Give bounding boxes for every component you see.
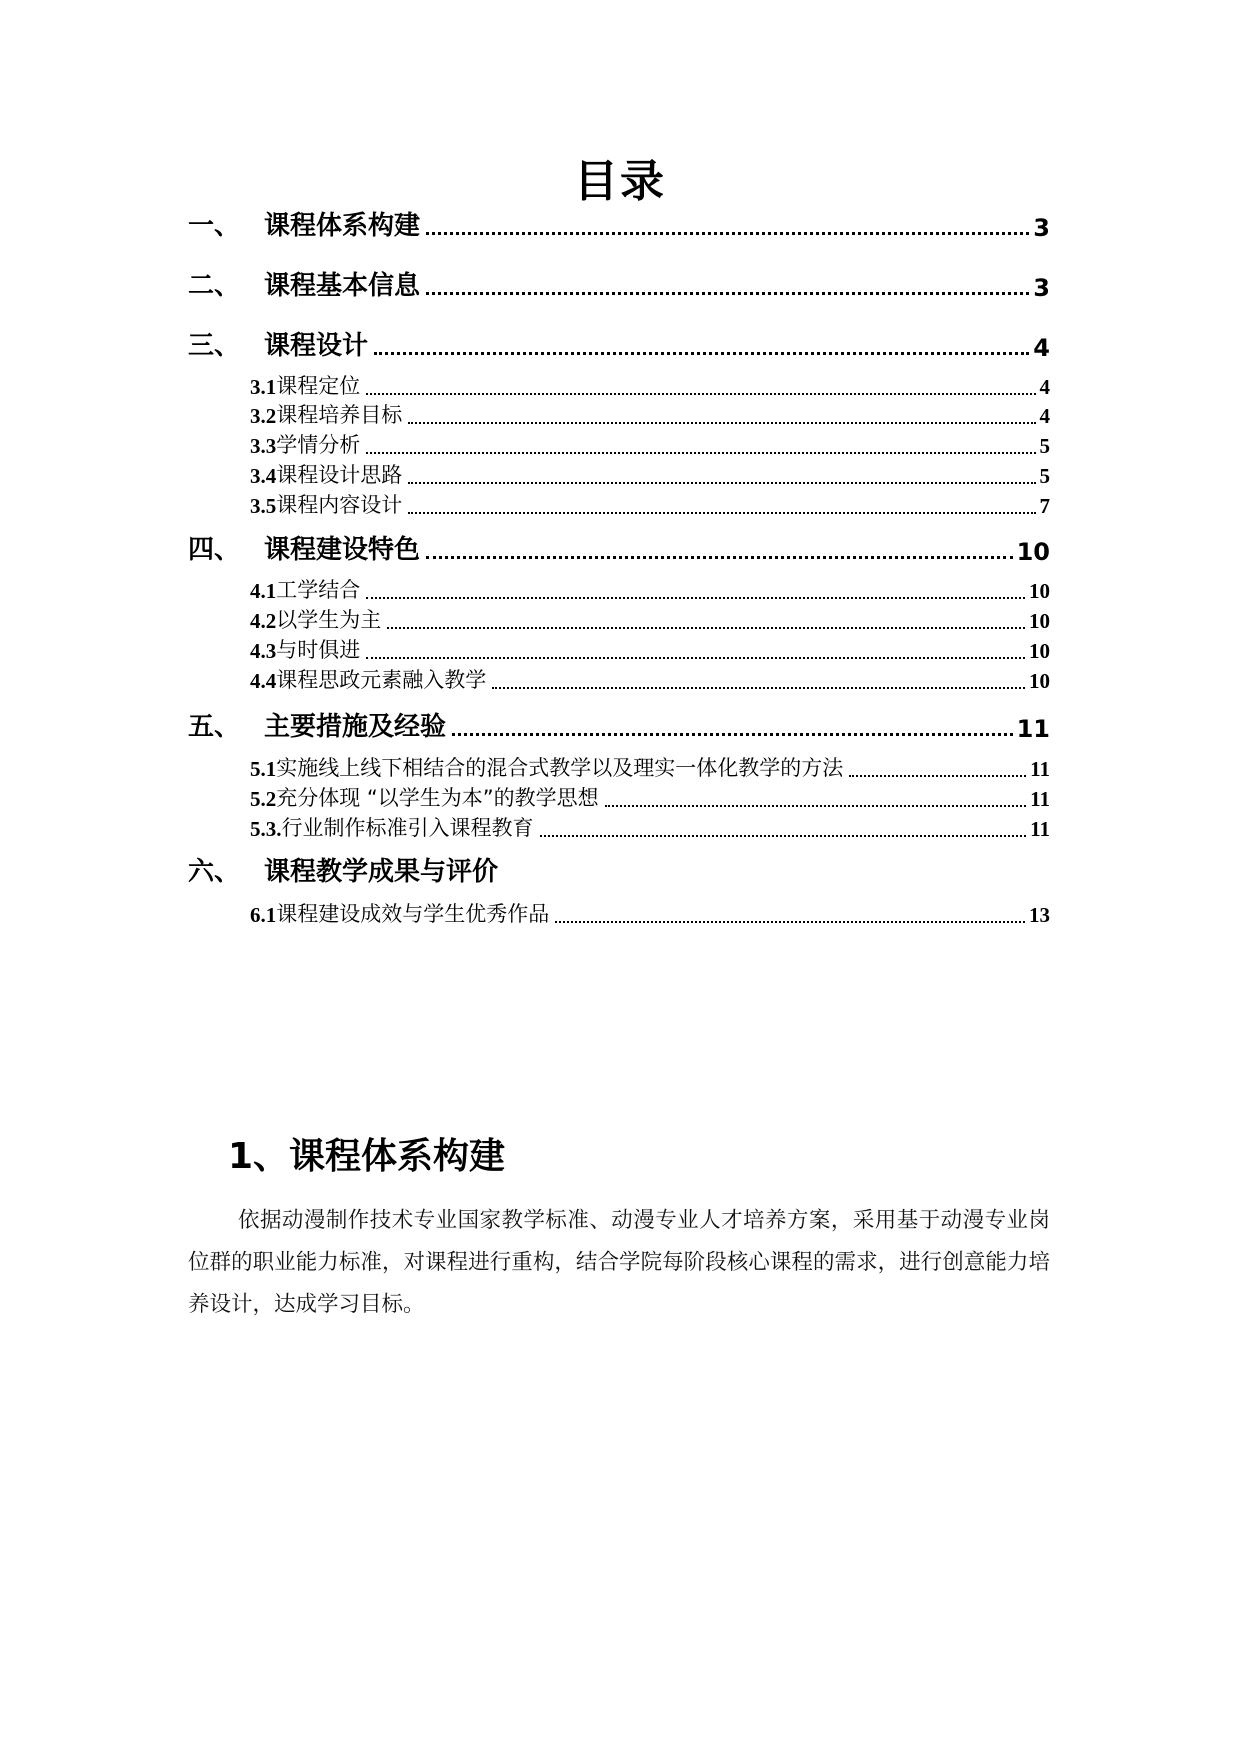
toc-dot-leader <box>408 422 1035 424</box>
toc-entry[interactable] <box>188 852 1050 888</box>
toc-entry-number: 4.1 <box>250 579 277 603</box>
toc-entry-number: 六、 <box>188 857 241 887</box>
toc-entry[interactable] <box>250 372 1050 400</box>
toc-entry-page: 4 <box>1039 375 1050 399</box>
toc-entry-number: 3.4 <box>250 464 277 488</box>
toc-entry[interactable] <box>250 431 1050 459</box>
toc-entry-label: 课程设计 <box>264 331 369 361</box>
toc-entry-number: 6.1 <box>250 903 277 927</box>
toc-entry-page: 4 <box>1039 404 1050 428</box>
toc-entry[interactable] <box>250 666 1050 694</box>
toc-entry[interactable] <box>250 754 1050 782</box>
toc-dot-leader <box>408 512 1035 514</box>
toc-entry-page: 3 <box>1033 274 1050 302</box>
toc-entry-number: 3.3 <box>250 434 277 458</box>
toc-dot-leader <box>366 393 1035 395</box>
toc-dot-leader <box>426 232 1029 235</box>
toc-entry-number: 一、 <box>188 211 241 241</box>
toc-entry[interactable] <box>188 206 1050 242</box>
toc-entry-page: 11 <box>1016 715 1050 743</box>
toc-dot-leader <box>849 775 1026 777</box>
toc-dot-leader <box>555 921 1025 923</box>
toc-entry-number: 3.2 <box>250 404 277 428</box>
toc-entry-page: 3 <box>1033 214 1050 242</box>
toc-entry[interactable] <box>188 707 1050 743</box>
toc-entry-label: 以学生为主 <box>276 608 382 632</box>
toc-dot-leader <box>366 657 1025 659</box>
toc-entry-label: 课程培养目标 <box>276 403 403 427</box>
toc-entry-number: 三、 <box>188 331 241 361</box>
toc-entry-page: 10 <box>1029 609 1050 633</box>
toc-entry-label: 与时俱进 <box>276 638 361 662</box>
toc-entry-page: 10 <box>1029 639 1050 663</box>
toc-entry-page: 13 <box>1029 903 1050 927</box>
toc-entry-label: 实施线上线下相结合的混合式教学以及理实一体化教学的方法 <box>276 756 844 780</box>
toc-entry[interactable] <box>188 530 1050 566</box>
toc-dot-leader <box>426 556 1013 559</box>
toc-entry-label: 充分体现 “以学生为本”的教学思想 <box>276 786 599 810</box>
toc-dot-leader <box>408 482 1035 484</box>
toc-entry-label: 课程思政元素融入教学 <box>276 668 487 692</box>
toc-entry-page: 10 <box>1029 579 1050 603</box>
toc-entry-page: 7 <box>1039 494 1050 518</box>
toc-entry-label: 课程体系构建 <box>264 211 421 241</box>
section-paragraph: 依据动漫制作技术专业国家教学标准、动漫专业人才培养方案，采用基于动漫专业岗位群的职业能力标准，对课程进行重构，结合学院每阶段核心课程的需求，进行创意能力培养设计，达成学习目标。 <box>188 1208 1050 1317</box>
toc-entry-label: 课程内容设计 <box>276 493 403 517</box>
toc-dot-leader <box>452 733 1013 736</box>
toc-entry-label: 主要措施及经验 <box>264 712 447 742</box>
toc-dot-leader <box>492 687 1025 689</box>
toc-entry-label: 行业制作标准引入课程教育 <box>281 816 534 840</box>
toc-entry[interactable] <box>250 576 1050 604</box>
toc-entry[interactable] <box>250 401 1050 429</box>
toc-entry-label: 课程教学成果与评价 <box>264 857 499 887</box>
toc-entry[interactable] <box>250 814 1050 842</box>
toc-dot-leader <box>366 597 1025 599</box>
toc-entry[interactable] <box>250 784 1050 812</box>
toc-dot-leader <box>426 292 1029 295</box>
toc-entry-label: 课程设计思路 <box>276 463 403 487</box>
toc-entry-number: 5.2 <box>250 787 277 811</box>
toc-entry-number: 3.5 <box>250 494 277 518</box>
toc-entry-label: 课程建设成效与学生优秀作品 <box>276 902 550 926</box>
toc-dot-leader <box>387 627 1025 629</box>
toc-dot-leader <box>540 835 1027 837</box>
toc-entry-number: 五、 <box>188 712 241 742</box>
toc-entry[interactable] <box>250 636 1050 664</box>
toc-entry-page: 10 <box>1016 538 1050 566</box>
toc-entry[interactable] <box>188 266 1050 302</box>
toc-entry-label: 课程基本信息 <box>264 271 421 301</box>
toc-entry-number: 二、 <box>188 271 241 301</box>
toc-entry[interactable] <box>250 900 1050 928</box>
toc-entry-page: 4 <box>1033 334 1050 362</box>
toc-entry-label: 学情分析 <box>276 433 361 457</box>
toc-entry-page: 11 <box>1030 817 1050 841</box>
toc-entry-page: 11 <box>1030 757 1050 781</box>
section-heading: 1、课程体系构建 <box>228 1136 506 1177</box>
toc-entry-label: 课程定位 <box>276 374 361 398</box>
toc-entry-number: 5.1 <box>250 757 277 781</box>
toc-entry-number: 4.4 <box>250 669 277 693</box>
toc-entry[interactable] <box>188 326 1050 362</box>
toc-dot-leader <box>605 805 1026 807</box>
toc-entry-label: 课程建设特色 <box>264 535 421 565</box>
toc-dot-leader <box>366 452 1035 454</box>
toc-entry[interactable] <box>250 461 1050 489</box>
toc-entry-number: 4.2 <box>250 609 277 633</box>
toc-entry-number: 3.1 <box>250 375 277 399</box>
toc-entry-number: 5.3. <box>250 817 282 841</box>
toc-entry-number: 4.3 <box>250 639 277 663</box>
toc-entry-page: 11 <box>1030 787 1050 811</box>
toc-entry-label: 工学结合 <box>276 578 361 602</box>
toc-entry[interactable] <box>250 491 1050 519</box>
toc-entry-page: 5 <box>1039 434 1050 458</box>
toc-entry-page: 10 <box>1029 669 1050 693</box>
toc-entry[interactable] <box>250 606 1050 634</box>
toc-entry-number: 四、 <box>188 535 241 565</box>
toc-title: 目录 <box>574 156 666 207</box>
toc-dot-leader <box>374 352 1029 355</box>
toc-entry-page: 5 <box>1039 464 1050 488</box>
